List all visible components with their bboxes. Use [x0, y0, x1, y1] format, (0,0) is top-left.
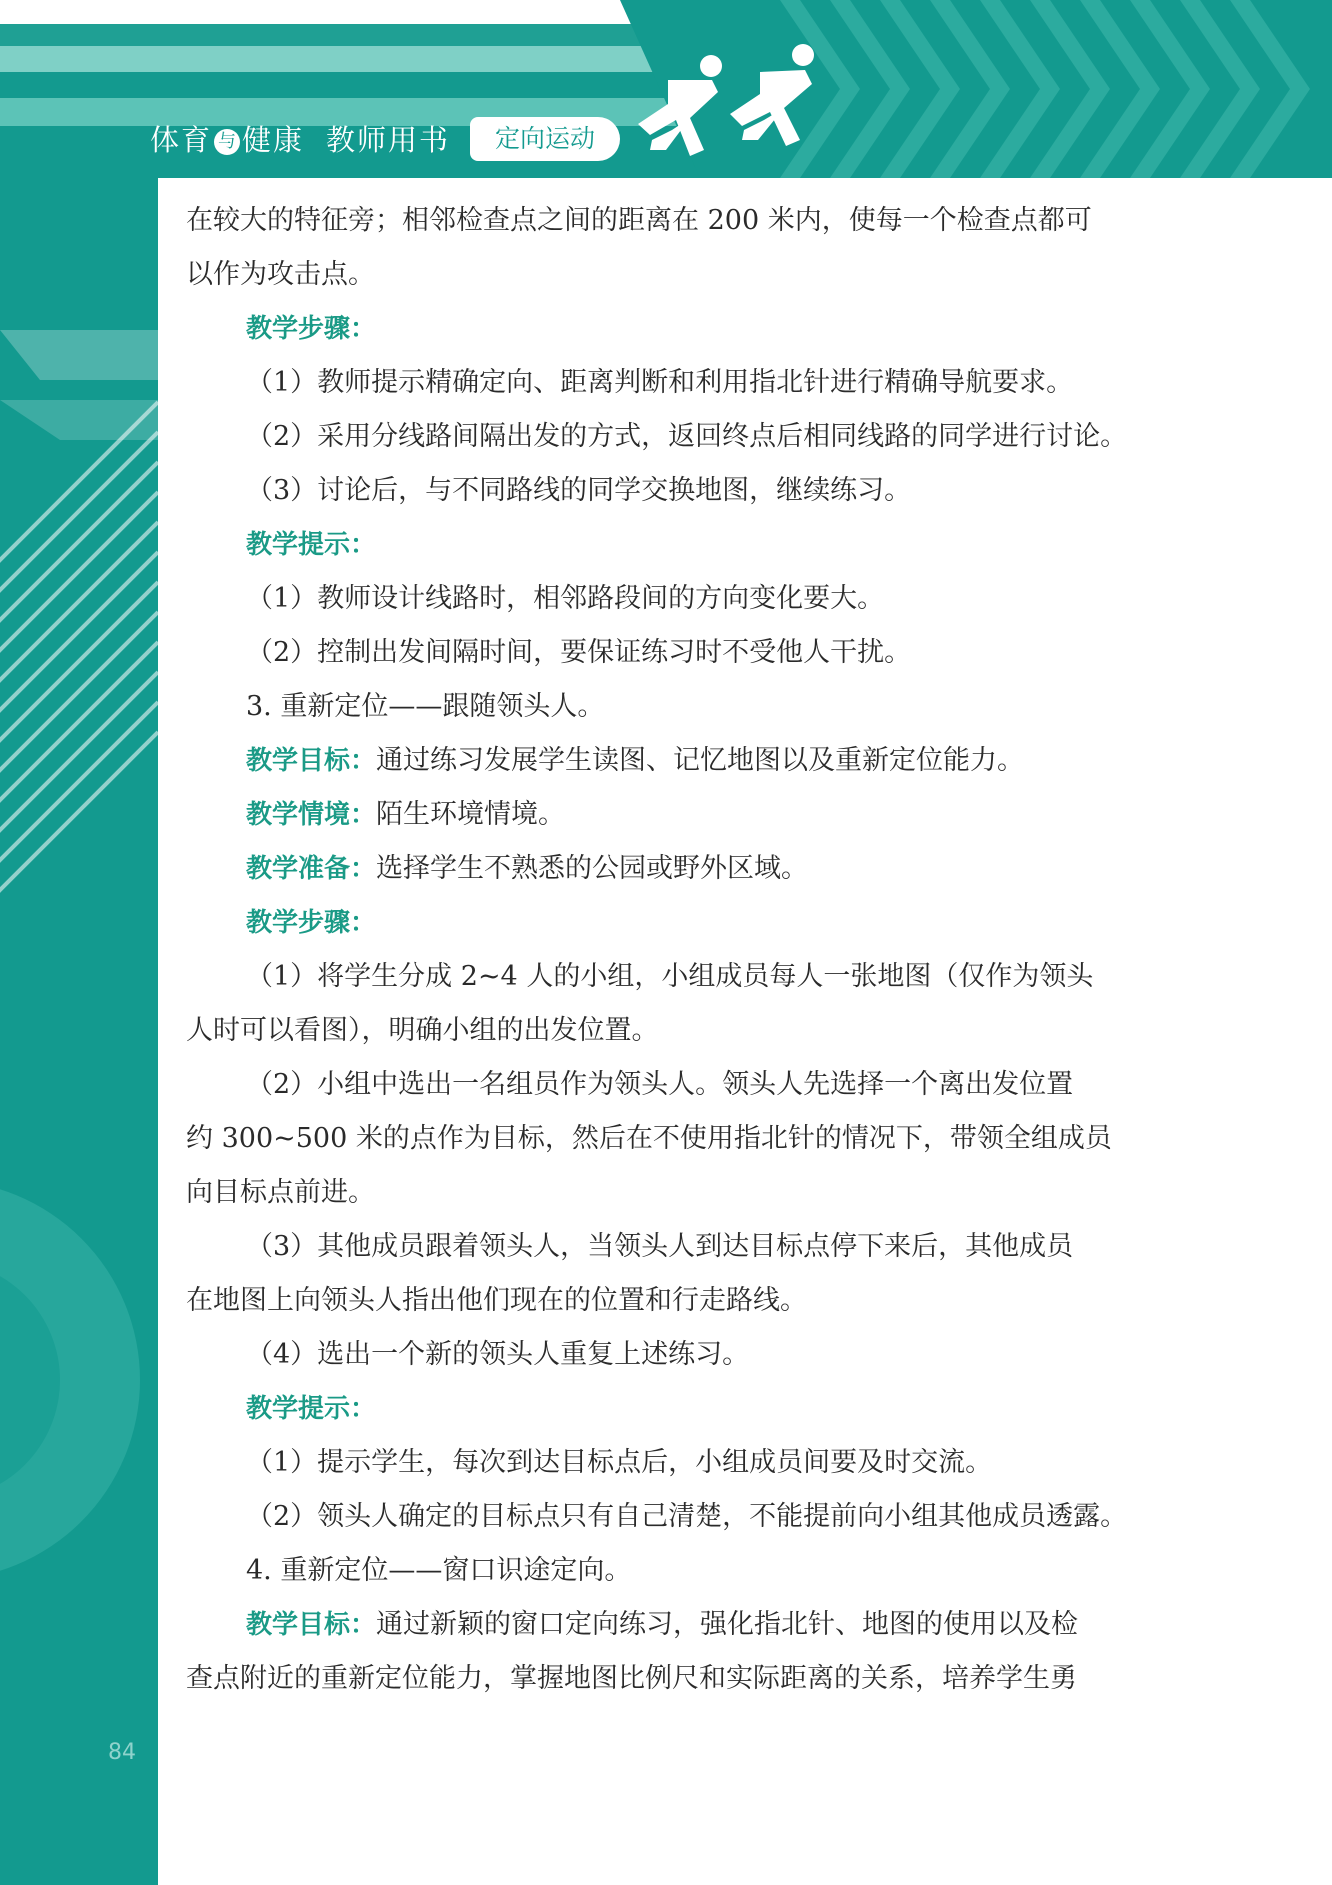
- section-label: 教学步骤：: [246, 314, 377, 344]
- paragraph-line: [186, 194, 1178, 248]
- paragraph-line: [186, 464, 1178, 518]
- paragraph-line: [186, 1598, 1178, 1652]
- line-text: （3）其他成员跟着领头人，当领头人到达目标点停下来后，其他成员: [246, 1231, 1074, 1262]
- section-label: 教学准备：: [246, 854, 377, 884]
- line-text: （2）小组中选出一名组员作为领头人。领头人先选择一个离出发位置: [246, 1069, 1074, 1100]
- section-label: 教学步骤：: [246, 908, 377, 938]
- title-subject: 体育: [150, 123, 213, 157]
- line-text: （1）教师提示精确定向、距离判断和利用指北针进行精确导航要求。: [246, 367, 1074, 398]
- title-subject-2: 健康: [242, 123, 305, 157]
- paragraph-line: [186, 680, 1178, 734]
- paragraph-line: [186, 1004, 1178, 1058]
- paragraph-line: [186, 734, 1178, 788]
- sidebar-decoration: [0, 0, 158, 1885]
- page-body: [186, 194, 1178, 1706]
- page-number: 84: [108, 1740, 136, 1765]
- line-text: 通过新颖的窗口定向练习，强化指北针、地图的使用以及检: [376, 1609, 1079, 1640]
- line-text: （1）提示学生，每次到达目标点后，小组成员间要及时交流。: [246, 1447, 993, 1478]
- line-text: 在较大的特征旁；相邻检查点之间的距离在 200 米内，使每一个检查点都可: [186, 205, 1092, 236]
- section-label: 教学提示：: [246, 530, 377, 560]
- section-label: 教学提示：: [246, 1394, 377, 1424]
- line-text: （3）讨论后，与不同路线的同学交换地图，继续练习。: [246, 475, 912, 506]
- paragraph-line: [186, 1112, 1178, 1166]
- paragraph-line: [186, 950, 1178, 1004]
- section-label: 教学情境：: [246, 800, 377, 830]
- line-text: （1）将学生分成 2~4 人的小组，小组成员每人一张地图（仅作为领头: [246, 961, 1094, 992]
- paragraph-line: [186, 356, 1178, 410]
- paragraph-line: [186, 302, 1178, 356]
- line-text: （2）控制出发间隔时间，要保证练习时不受他人干扰。: [246, 637, 912, 668]
- paragraph-line: [186, 1382, 1178, 1436]
- line-text: 通过练习发展学生读图、记忆地图以及重新定位能力。: [376, 745, 1025, 776]
- paragraph-line: [186, 1544, 1178, 1598]
- paragraph-line: [186, 1058, 1178, 1112]
- paragraph-line: [186, 1436, 1178, 1490]
- title-connector-badge: 与: [214, 129, 240, 155]
- title-book-type: 教师用书: [326, 123, 451, 157]
- line-text: 向目标点前进。: [186, 1177, 375, 1208]
- paragraph-line: [186, 788, 1178, 842]
- sidebar-band: [0, 0, 158, 1885]
- line-text: 4. 重新定位——窗口识途定向。: [246, 1555, 632, 1586]
- paragraph-line: [186, 1274, 1178, 1328]
- line-text: 查点附近的重新定位能力，掌握地图比例尺和实际距离的关系，培养学生勇: [186, 1663, 1077, 1694]
- line-text: 选择学生不熟悉的公园或野外区域。: [376, 853, 809, 884]
- paragraph-line: [186, 1166, 1178, 1220]
- line-text: 3. 重新定位——跟随领头人。: [246, 691, 605, 722]
- line-text: （4）选出一个新的领头人重复上述练习。: [246, 1339, 750, 1370]
- line-text: 陌生环境情境。: [376, 799, 566, 830]
- line-text: 以作为攻击点。: [186, 259, 375, 290]
- paragraph-line: [186, 1220, 1178, 1274]
- paragraph-line: [186, 572, 1178, 626]
- line-text: 在地图上向领头人指出他们现在的位置和行走路线。: [186, 1285, 807, 1316]
- line-text: 人时可以看图），明确小组的出发位置。: [186, 1015, 659, 1046]
- page-header: [0, 0, 1332, 178]
- paragraph-line: [186, 1652, 1178, 1706]
- section-label: 教学目标：: [246, 746, 377, 776]
- paragraph-line: [186, 896, 1178, 950]
- paragraph-line: [186, 518, 1178, 572]
- paragraph-line: [186, 1490, 1178, 1544]
- section-label: 教学目标：: [246, 1610, 377, 1640]
- chapter-tab: 定向运动: [470, 117, 620, 161]
- paragraph-line: [186, 248, 1178, 302]
- line-text: 约 300~500 米的点作为目标，然后在不使用指北针的情况下，带领全组成员: [186, 1123, 1112, 1154]
- line-text: （2）采用分线路间隔出发的方式，返回终点后相同线路的同学进行讨论。: [246, 421, 1128, 452]
- paragraph-line: [186, 1328, 1178, 1382]
- line-text: （2）领头人确定的目标点只有自己清楚，不能提前向小组其他成员透露。: [246, 1501, 1128, 1532]
- line-text: （1）教师设计线路时，相邻路段间的方向变化要大。: [246, 583, 885, 614]
- paragraph-line: [186, 626, 1178, 680]
- book-title: [150, 118, 450, 159]
- paragraph-line: [186, 842, 1178, 896]
- paragraph-line: [186, 410, 1178, 464]
